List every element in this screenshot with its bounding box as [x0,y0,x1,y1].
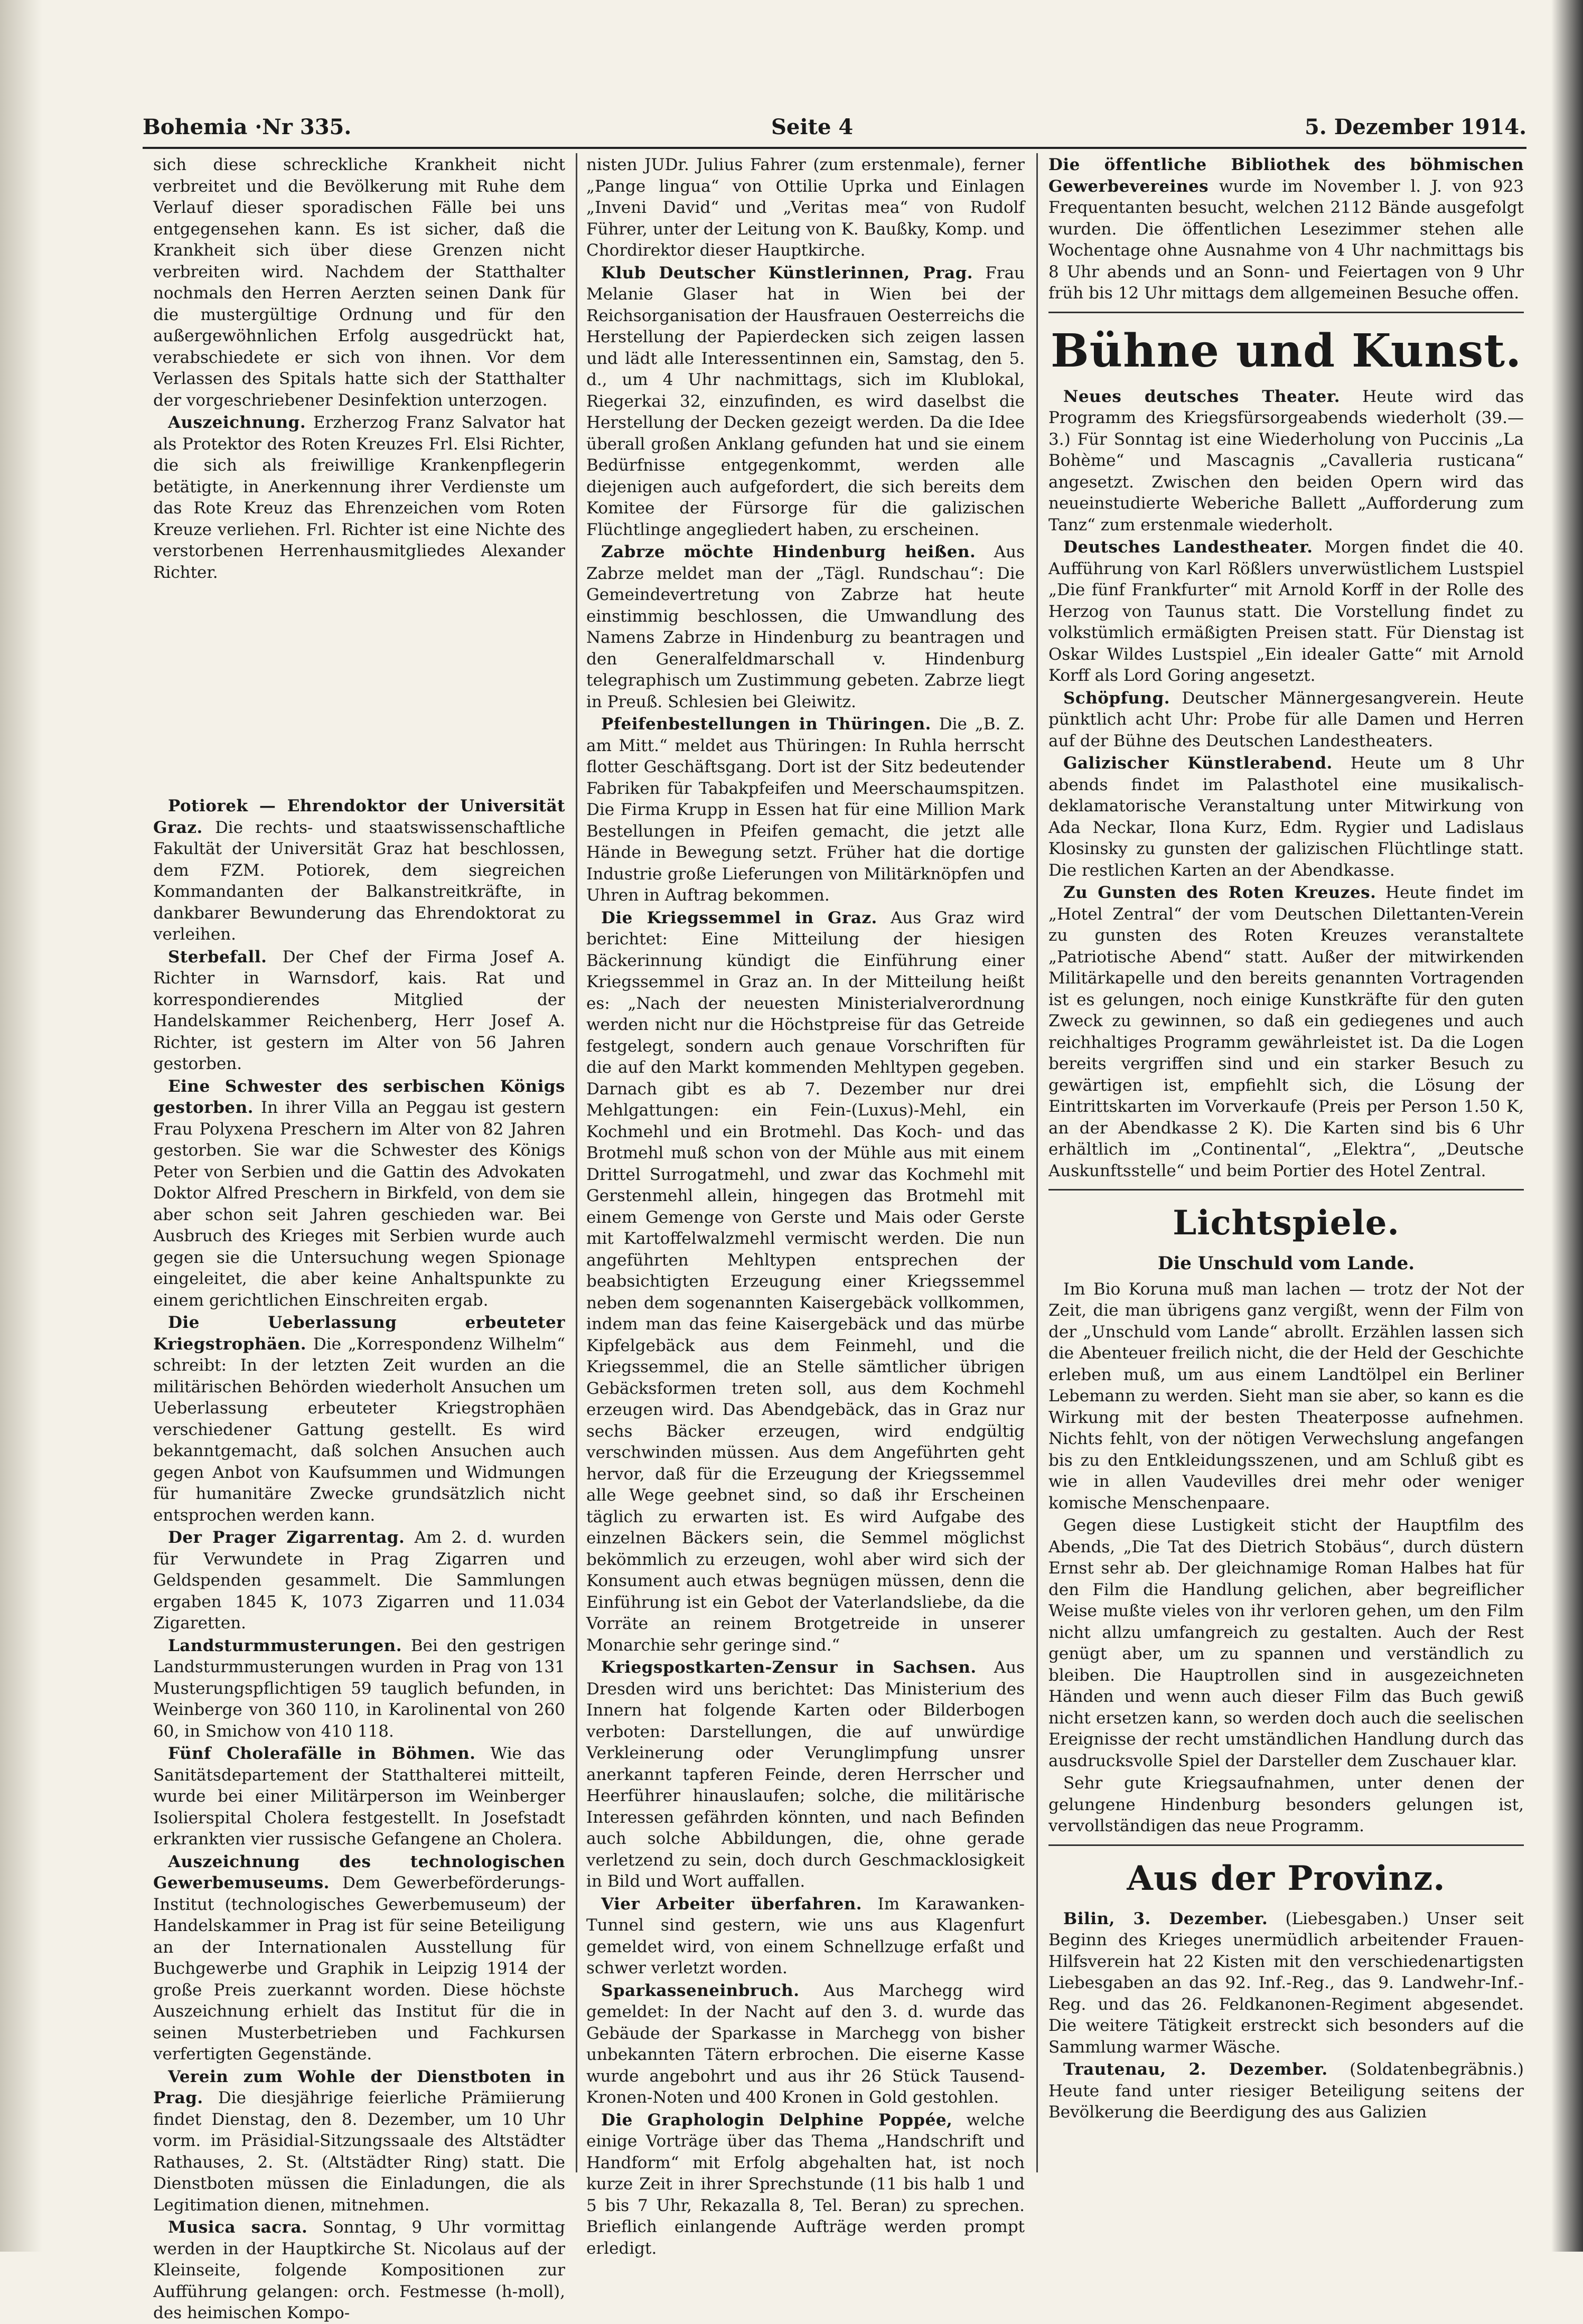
article-heading: Der Prager Zigarrentag. [168,1528,405,1547]
article [1048,1908,1524,2058]
article-list [1048,386,1524,1182]
article [153,1851,565,2065]
article-heading: Zabrze möchte Hindenburg heißen. [601,542,976,561]
article [586,1657,1025,1892]
column-3 [1048,154,1524,2172]
article-heading: Auszeichnung. [168,413,306,432]
article-heading: Die Ueberlassung erbeuteter Kriegstrophäen. [153,1313,565,1354]
article [586,1980,1025,2109]
article-heading: Die Graphologin Delphine Poppée, [601,2110,953,2130]
article-heading: Deutsches Landestheater. [1063,538,1313,557]
article [1048,386,1524,536]
film-title: Die Unschuld vom Lande. [1157,1253,1415,1274]
article [1048,753,1524,881]
article-body: Aus Dresden wird uns berichtet: Das Ministerium des Innern hat folgende Karten oder Bilderbogen verboten: Darstellungen, die auf unwürdige Verkleinerung oder Verunglimpfung unsrer anerkannt tapferen Feinde, deren Herrscher und Heerführer hinauslaufen; solche, die militärische Interessen gefährden könnten, und nach Befinden auch solche Abbildungen, die, ohne gerade verletzend zu sein, doch durch Geschmacklosigkeit in Bild und Wort auffallen. [586,1658,1025,1891]
article [586,1894,1025,1979]
article [586,714,1025,906]
article-body: Morgen findet die 40. Aufführung von Karl Rößlers unverwüstlichem Lustspiel „Die fünf Frankfurter“ mit Arnold Korff in der Rolle des Herzog von Taunus statt. Die Vorstellung findet zu volkstümlich ermäßigten Preisen statt. Für Dienstag ist Oskar Wildes Lustspiel „Ein idealer Gatte“ mit Arnold Korff als Lord Goring angesetzt. [1048,538,1524,685]
article-heading: Auszeichnung des technologischen Gewerbemuseums. [153,1852,565,1892]
article-list [1048,1908,1524,2123]
article [586,541,1025,713]
article-heading: Neues deutsches Theater. [1063,387,1341,406]
column-2 [586,154,1025,2258]
article-heading: Vier Arbeiter überfahren. [601,1894,863,1914]
article [586,263,1025,541]
article-body: Dem Gewerbeförderungs-Institut (technologisches Gewerbemuseum) der Handelskammer in Prag ist für seine Beteiligung an der Internationalen Ausstellung für Buchgewerbe und Graphik in Leipzig 1914 der große Preis zuerkannt worden. Diese höchste Auszeichnung erhielt das Institut für die in seinen Musterbetrieben und Fachkursen verfertigten Gegenstände. [153,1873,566,2064]
article-heading: Sterbefall. [168,947,267,967]
article [153,2217,565,2324]
article [153,1635,565,1742]
section-rule [1048,312,1524,313]
article-heading: Kriegspostkarten-Zensur in Sachsen. [601,1658,977,1677]
article-body: Die „B. Z. am Mitt.“ meldet aus Thüringen: In Ruhla herrscht flotter Geschäftsgang. Dort ist der Sitz bedeutender Fabriken für Tabakpfeifen und Meerschaumspitzen. Die Firma Krupp in Essen hat für eine Million Mark Bestellungen in Pfeifen gemacht, die jetzt alle Hände in Bewegung setzt. Früher hat die dortige Industrie große Lieferungen von Militärknöpfen und Uhren in Auftrag bekommen. [586,715,1025,905]
article-heading: Eine Schwester des serbischen Königs gestorben. [153,1076,565,1117]
article-body: (Liebesgaben.) Unser seit Beginn des Krieges unermüdlich arbeitender Frauen-Hilfsverein hat 22 Kisten mit den verschiedenartigsten Liebesgaben an das 92. Inf.-Reg., das 9. Landwehr-Inf.-Reg. und das 26. Feldkanonen-Regiment abgesendet. Die weitere Tätigkeit erstreckt sich besonders auf die Sammlung warmer Wäsche. [1048,1909,1524,2057]
article-heading: Klub Deutscher Künstlerinnen, Prag. [601,263,973,283]
blank-space [153,584,565,795]
article [153,1743,565,1850]
article [153,1312,565,1526]
article-body: Der Chef der Firma Josef A. Richter in Warnsdorf, kais. Rat und korrespondierendes Mitglied der Handelskammer Reichenberg, Herr Josef A. Richter, ist gestern im Alter von 56 Jahren gestorben. [153,947,566,1073]
article-heading: Die Kriegssemmel in Graz. [601,908,877,927]
article-body: Die „Korrespondenz Wilhelm“ schreibt: In der letzten Zeit wurden an die militärischen Behörden wiederholt Ansuchen um Ueberlassung erbeuteter Kriegstrophäen verschiedener Gattung gestellt. Es wird bekanntgemacht, daß solchen Ansuchen auch gegen Anbot von Kaufsummen und Widmungen für humanitäre Zwecke grundsätzlich nicht entsprochen werden kann. [153,1334,566,1525]
column-divider [576,153,577,2172]
article-body: Heute wird das Programm des Kriegsfürsorgeabends wiederholt (39.—3.) Für Sonntag ist eine Wiederholung von Puccinis „La Bohème“ und Mascagnis „Cavalleria rusticana“ angesetzt. Zwischen den beiden Opern wird das neueinstudierte Weberiche Ballett „Aufforderung zum Tanz“ zum erstenmale wiederholt. [1048,387,1524,535]
article-body: Deutscher Männergesangverein. Heute pünktlich acht Uhr: Probe für alle Damen und Herren auf der Bühne des Deutschen Landestheaters. [1048,688,1524,751]
article-body: Heute findet im „Hotel Zentral“ der vom Deutschen Dilettanten-Verein zu gunsten des Roten Kreuzes veranstaltete „Patriotische Abend“ statt. Außer der mitwirkenden Militärkapelle und den bereits genannten Vortragenden ist es gelungen, noch einige Kunstkräfte für den guten Zweck zu gewinnen, so daß ein gediegenes und auch reichhaltiges Programm gewährleistet ist. Da die Logen bereits vergriffen sind und ein starker Besuch zu gewärtigen ist, empfiehlt sich, die Lösung der Eintrittskarten im Vorverkaufe (Preis per Person 1.50 K, an der Abendkasse 2 K). Die Karten sind bis 6 Uhr erhältlich im „Continental“, „Elektra“, „Deutsche Auskunftsstelle“ und beim Portier des Hotel Zentral. [1048,883,1524,1180]
page-header [143,108,1526,145]
article-body: nisten JUDr. Julius Fahrer (zum erstenmale), ferner „Pange lingua“ von Ottilie Uprka und Einlagen „Inveni David“ und „Veritas mea“ von Rudolf Führer, unter der Leitung von K. Baußky, Komp. und Chordirektor dieser Hauptkirche. [586,155,1025,260]
section-title-provinz: Aus der Provinz. [1127,1858,1446,1898]
header-page-number: Seite 4 [771,115,854,139]
article [153,795,565,945]
article-heading: Landsturmmusterungen. [168,1636,402,1655]
article-heading: Musica sacra. [168,2218,308,2237]
article-body: In ihrer Villa an Peggau ist gestern Frau Polyxena Preschern im Alter von 82 Jahren gestorben. Sie war die Schwester des Königs Peter von Serbien und die Gattin des Advokaten Doktor Alfred Preschern in Birkfeld, von dem sie aber schon seit Jahren geschieden war. Bei Ausbruch des Krieges mit Serbien wurde auch gegen sie die Untersuchung wegen Spionage eingeleitet, die aber keine Anhaltspunkte zu einem gerichtlichen Einschreiten ergab. [153,1098,565,1310]
article-body: Am 2. d. wurden für Verwundete in Prag Zigarren und Geldspenden gesammelt. Die Sammlungen ergaben 1845 K, 1073 Zigarren und 11.034 Zigaretten. [153,1528,565,1633]
article-heading: Verein zum Wohle der Dienstboten in Prag. [153,2067,565,2107]
article-heading: Sparkasseneinbruch. [601,1981,800,2000]
article [153,2066,565,2216]
article [1048,688,1524,752]
article [1048,154,1524,304]
article [1048,882,1524,1182]
article-heading: Bilin, 3. Dezember. [1063,1909,1268,1928]
header-rule [143,147,1526,149]
article-list [1048,1279,1524,1837]
section-rule [1048,1844,1524,1846]
article-body: Sonntag, 9 Uhr vormittag werden in der Hauptkirche St. Nicolaus auf der Kleinseite, folgende Kompositionen zur Aufführung gelangen: orch. Festmesse (h-moll), des heimischen Kompo- [153,2218,565,2322]
column-1 [153,154,566,2322]
article [153,154,565,411]
article-heading: Fünf Cholerafälle in Böhmen. [168,1744,476,1763]
article [153,1076,565,1311]
article-body: Heute um 8 Uhr abends findet im Palasthotel eine musikalisch-deklamatorische Veranstaltung unter Mitwirkung von Ada Neckar, Ilona Kurz, Edm. Rygier und Ladislaus Klosinsky zu gunsten der galizischen Flüchtlinge statt. Die restlichen Karten an der Abendkasse. [1048,754,1524,880]
section-title-lichtspiele: Lichtspiele. [1173,1203,1400,1243]
article-body: wurde im November l. J. von 923 Frequentanten besucht, welchen 2112 Bände ausgefolgt wurden. Die öffentlichen Lesezimmer stehen alle Wochentage ohne Ausnahme von 4 Uhr nachmittags bis 8 Uhr abends und an Sonn- und Feiertagen von 9 Uhr früh bis 12 Uhr mittags dem allgemeinen Besuche offen. [1048,176,1524,303]
article-body: Wie das Sanitätsdepartement der Statthalterei mitteilt, wurde bei einer Militärperson im Weinberger Isolierspital Cholera festgestellt. In Josefstadt erkrankten vier russische Gefangene an Cholera. [153,1744,566,1849]
column-divider [1036,153,1038,2172]
page-shadow [0,0,42,2252]
paragraph: Sehr gute Kriegsaufnahmen, unter denen der gelungene Hindenburg besonders gelungen ist, vervollständigen das neue Programm. [1048,1774,1524,1835]
article [153,412,565,583]
article-heading: Potiorek — Ehrendoktor der Universität Graz. [153,796,565,837]
article [586,907,1025,1656]
article [1048,537,1524,687]
article-body: Aus Graz wird berichtet: Eine Mitteilung der hiesigen Bäckerinnung kündigt die Einführung einer Kriegssemmel in Graz an. In der Mitteilung heißt es: „Nach der neuesten Ministerialverordnung werden nicht nur die Höchstpreise für das Getreide festgelegt, sondern auch genaue Vorschriften für die auf den Markt kommenden Mehltypen gegeben. Darnach gibt es ab 7. Dezember nur drei Mehlgattungen: ein Fein-(Luxus)-Mehl, ein Kochmehl und ein Brotmehl. Das Koch- und das Brotmehl muß schon von der Mühle aus mit einem Drittel Surrogatmehl, und zwar das Kochmehl mit Gerstenmehl allein, hingegen das Brotmehl mit einem Gemenge von Gerste und Mais oder Gerste mit Kartoffelwalzmehl vermischt werden. Die nun angeführten Mehltypen entsprechen der beabsichtigten Erzeugung einer Kriegssemmel neben dem sogenannten Kaisergebäck vollkommen, indem man das feine Kaisergebäck und das mürbe Kipfelgebäck aus dem Feinmehl, und die Kriegssemmel, die an Stelle sämtlicher übrigen Gebäcksformen treten soll, aus dem Kochmehl erzeugen wird. Das Abendgebäck, das in Graz nur sechs Bäcker erzeugen, wird endgültig verschwinden müssen. Aus dem Angeführten geht hervor, daß für die Erzeugung der Kriegssemmel alle Wege geebnet sind, so daß ihr Erscheinen täglich zu erwarten ist. Es wird Aufgabe des einzelnen Bäckers sein, die Semmel möglichst bekömmlich zu erzeugen, wohl aber wird sich der Konsument auch etwas begnügen müssen, denn die Einführung ist ein Gebot der Vaterlandsliebe, da die Vorräte an reinem Brotgetreide in unserer Monarchie sehr geringe sind.“ [586,908,1025,1655]
article [586,2110,1025,2260]
article-heading: Trautenau, 2. Dezember. [1063,2060,1328,2079]
article-body: Die diesjährige feierliche Prämiierung findet Dienstag, den 8. Dezember, um 10 Uhr vorm. im Präsidial-Sitzungssaale des Altstädter Rathauses, 2. St. (Altstädter Ring) statt. Die Dienstboten müssen die Einladungen, die als Legitimation dienen, mitnehmen. [153,2088,565,2215]
article [153,1527,565,1634]
paragraph: Gegen diese Lustigkeit sticht der Hauptfilm des Abends, „Die Tat des Dietrich Stobäus“, durch düstern Ernst sehr ab. Der gleichnamige Roman Halbes hat für den Film die Handlung gelichen, aber begreiflicher Weise mußte vieles von ihr verloren gehen, um den Film nicht allzu umfangreich zu gestalten. Auch der Rest genügt aber, um zu spannen und verständlich zu bleiben. Die Hauptrollen sind in ausgezeichneten Händen und wenn auch dieser Film das Buch gewiß nicht ersetzen kann, so werden doch auch die seelischen Ereignisse der recht umständlichen Handlung durch das ausdrucksvolle Spiel der Darsteller dem Zuschauer klar. [1048,1516,1524,1770]
article-body: Im Karawanken-Tunnel sind gestern, wie uns aus Klagenfurt gemeldet wird, von einem Schnellzuge erfaßt und schwer verletzt worden. [586,1894,1025,1978]
page-edge [1551,0,1583,2252]
section-rule [1048,1189,1524,1191]
article-heading: Schöpfung. [1063,688,1170,708]
article [1048,2059,1524,2123]
article-heading: Pfeifenbestellungen in Thüringen. [601,715,931,734]
article-body: Aus Marchegg wird gemeldet: In der Nacht auf den 3. d. wurde das Gebäude der Sparkasse in Marchegg von bisher unbekannten Tätern erbrochen. Die eiserne Kasse wurde angebohrt und aus ihr 26 Stück Tausend-Kronen-Noten und 400 Kronen in Gold gestohlen. [586,1981,1025,2107]
article-body: (Soldatenbegräbnis.) Heute fand unter riesiger Beteiligung seitens der Bevölkerung die Beerdigung des aus Galizien [1048,2060,1524,2122]
article-body: Frau Melanie Glaser hat in Wien bei der Reichsorganisation der Hausfrauen Oesterreichs die Herstellung der Papierdecken sich zeigen lassen und lädt alle Interessentinnen ein, Samstag, den 5. d., um 4 Uhr nachmittags, sich im Klublokal, Riegerkai 32, einzufinden, es wird daselbst die Herstellung der Decken gezeigt werden. Da die Idee überall großen Anklang gefunden hat und sie einem Bedürfnisse entgegenkommt, werden alle diejenigen auch aufgefordert, die sich bereits dem Komitee der Fürsorge für die galizischen Flüchtlinge angegliedert haben, zu erscheinen. [586,263,1025,539]
section-title-buehne: Bühne und Kunst. [1050,324,1522,378]
article-heading: Die öffentliche Bibliothek des böhmischen Gewerbevereines [1048,155,1524,196]
article-body: Aus Zabrze meldet man der „Tägl. Rundschau“: Die Gemeindevertretung von Zabrze hat heute einstimmig beschlossen, die Umwandlung des Namens Zabrze in Hindenburg zu beantragen und den Generalfeldmarschall v. Hindenburg telegraphisch um Zustimmung gebeten. Zabrze liegt in Preuß. Schlesien bei Gleiwitz. [586,542,1025,711]
article-body: sich diese schreckliche Krankheit nicht verbreitet und die Bevölkerung mit Ruhe dem Verlauf dieser sporadischen Fälle bei uns entgegensehen kann. Es ist sicher, daß die Krankheit sich über diese Grenzen nicht verbreiten wird. Nachdem der Statthalter nochmals den Herren Aerzten seinen Dank für die mustergültige Ordnung und für den außergewöhnlichen Erfolg ausgedrückt hat, verabschiedete er sich von ihnen. Vor dem Verlassen des Spitals hatte sich der Statthalter der vorgeschriebener Desinfektion unterzogen. [153,155,565,410]
header-date: 5. Dezember 1914. [1305,115,1526,139]
paragraph: Im Bio Koruna muß man lachen — trotz der Not der Zeit, die man übrigens ganz vergißt, wenn der Film von der „Unschuld vom Lande“ abrollt. Erzählen lassen sich die Abenteuer freilich nicht, die der Held der Geschichte erleben muß, um aus einem Landtölpel ein Berliner Lebemann zu werden. Sieht man sie aber, so kann es die Wirkung mit der besten Theaterposse aufnehmen. Nichts fehlt, von der nötigen Verwechslung angefangen bis zu den Entkleidungsszenen, und am Schluß gibt es wie in allen Vaudevilles drei mehr oder weniger komische Menschenpaare. [1048,1279,1524,1513]
article [586,154,1025,261]
article-list [153,154,565,2324]
header-masthead: Bohemia ·Nr 335. [143,115,352,139]
article-body: Die rechts- und staatswissenschaftliche Fakultät der Universität Graz hat beschlossen, dem FZM. Potiorek, dem siegreichen Kommandanten der Balkanstreitkräfte, in dankbarer Bewunderung das Ehrendoktorat zu verleihen. [153,818,565,944]
article-body: welche einige Vorträge über das Thema „Handschrift und Handform“ mit Erfolg abgehalten hat, ist noch kurze Zeit in ihrer Sprechstunde (11 bis halb 1 und 5 bis 7 Uhr, Rekazalla 8, Tel. Beran) zu sprechen. Brieflich einlangende Aufträge werden prompt erledigt. [586,2110,1025,2258]
article-heading: Zu Gunsten des Roten Kreuzes. [1063,883,1376,902]
article [153,947,565,1075]
article-body: Erzherzog Franz Salvator hat als Protektor des Roten Kreuzes Frl. Elsi Richter, die sich als freiwillige Krankenpflegerin betätigte, in Anerkennung ihrer Verdienste um das Rote Kreuz das Ehrenzeichen vom Roten Kreuze verliehen. Frl. Richter ist eine Nichte des verstorbenen Herrenhausmitgliedes Alexander Richter. [153,413,565,582]
article-list [586,154,1025,2259]
article-heading: Galizischer Künstlerabend. [1063,754,1333,773]
article-body: Bei den gestrigen Landsturmmusterungen wurden in Prag von 131 Musterungspflichtigen 59 tauglich befunden, in Weinberge von 360 110, in Karolinental von 260 60, in Smichow von 410 118. [153,1636,565,1741]
